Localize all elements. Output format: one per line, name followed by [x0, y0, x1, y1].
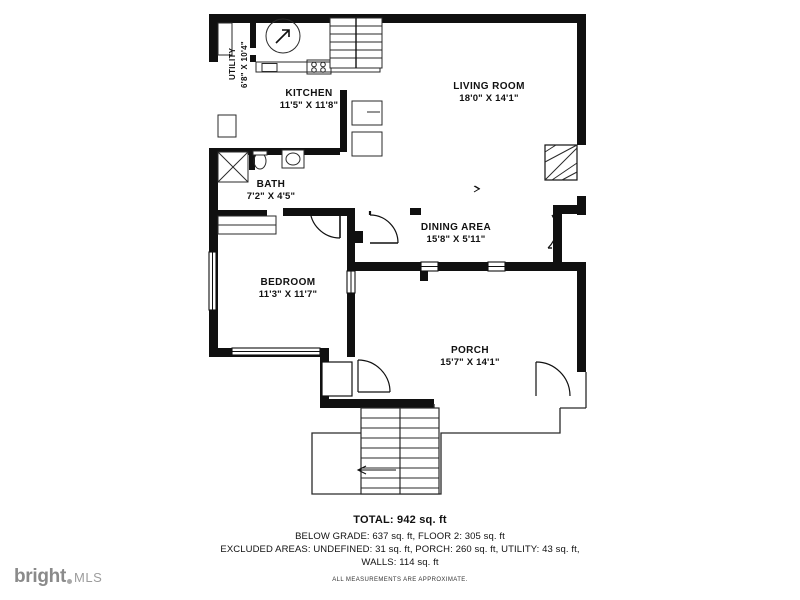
watermark-bright-mls — [14, 566, 102, 588]
room-label-bedroom — [228, 277, 348, 301]
room-label-bath — [221, 179, 321, 203]
room-name-kitchen: KITCHEN — [285, 88, 333, 99]
room-name-bedroom: BEDROOM — [260, 277, 316, 288]
room-label-utility — [228, 33, 237, 95]
room-name-bath: BATH — [256, 179, 286, 190]
room-name-living-room: LIVING ROOM — [453, 81, 525, 92]
room-name-utility: UTILITY — [228, 47, 237, 81]
room-dims-bath: 7'2" X 4'5" — [246, 191, 296, 202]
summary-total: TOTAL: 942 sq. ft — [353, 514, 447, 526]
summary-note: ALL MEASUREMENTS ARE APPROXIMATE. — [332, 577, 468, 583]
summary-line-3: WALLS: 114 sq. ft — [361, 557, 439, 568]
watermark-suffix: MLS — [74, 570, 103, 585]
room-dims-bedroom: 11'3" X 11'7" — [258, 289, 318, 300]
room-dims-dining-area: 15'8" X 5'11" — [426, 234, 486, 245]
room-dims-kitchen: 11'5" X 11'8" — [279, 100, 339, 111]
room-dims-utility: 6'8" X 10'4" — [240, 40, 249, 88]
room-name-porch: PORCH — [450, 345, 490, 356]
room-label-porch — [410, 345, 530, 369]
room-dims-porch: 15'7" X 14'1" — [440, 357, 500, 368]
watermark-brand: bright — [14, 566, 67, 587]
summary-line-2: EXCLUDED AREAS: UNDEFINED: 31 sq. ft, PORCH: 260 sq. ft, UTILITY: 43 sq. ft, — [220, 544, 580, 555]
summary-line-1: BELOW GRADE: 637 sq. ft, FLOOR 2: 305 sq. ft — [295, 531, 505, 542]
room-dims-living-room: 18'0" X 14'1" — [459, 93, 519, 104]
room-label-living-room — [419, 81, 559, 105]
room-label-dining-area — [386, 222, 526, 246]
watermark-dot-icon — [67, 579, 72, 584]
room-name-dining-area: DINING AREA — [420, 222, 492, 233]
room-dims-utility-wrap — [240, 30, 249, 98]
room-label-kitchen — [249, 88, 369, 112]
